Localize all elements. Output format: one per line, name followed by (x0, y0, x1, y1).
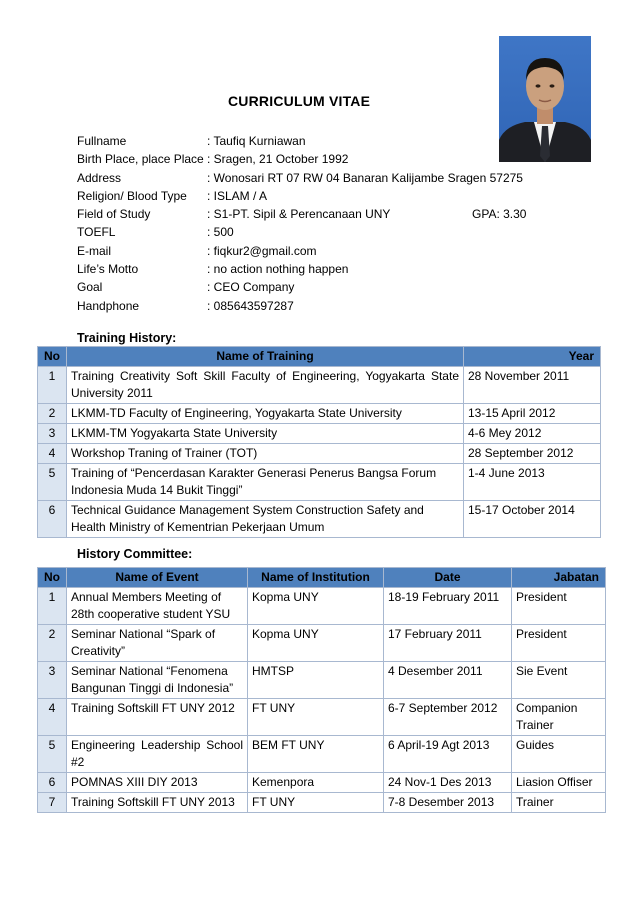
table-header-row (38, 568, 606, 588)
col-header-training: Name of Training (67, 347, 464, 367)
row-number: 1 (38, 367, 67, 404)
institution-name: FT UNY (248, 793, 384, 813)
info-label: Birth Place, place Place (77, 152, 204, 167)
institution-name: HMTSP (248, 662, 384, 699)
event-date: 7-8 Desember 2013 (384, 793, 512, 813)
table-row (38, 662, 606, 699)
col-header-year: Year (464, 347, 601, 367)
training-heading: Training History: (77, 331, 177, 345)
event-date: 6-7 September 2012 (384, 699, 512, 736)
row-number: 2 (38, 625, 67, 662)
event-name: Seminar National “Fenomena Bangunan Tinggi di Indonesia” (67, 662, 248, 699)
training-name: Workshop Traning of Trainer (TOT) (67, 444, 464, 464)
jabatan: Trainer (512, 793, 606, 813)
event-name: Annual Members Meeting of 28th cooperative student YSU (67, 588, 248, 625)
row-number: 5 (38, 736, 67, 773)
committee-table (37, 567, 606, 813)
table-row (38, 404, 601, 424)
table-row (38, 736, 606, 773)
event-name: Seminar National “Spark of Creativity” (67, 625, 248, 662)
info-label: Handphone (77, 298, 140, 313)
row-number: 4 (38, 444, 67, 464)
col-header-no: No (38, 347, 67, 367)
jabatan: President (512, 625, 606, 662)
jabatan: Guides (512, 736, 606, 773)
info-value: : 500 (207, 225, 234, 240)
training-table (37, 346, 601, 538)
event-date: 4 Desember 2011 (384, 662, 512, 699)
table-row (38, 501, 601, 538)
row-number: 3 (38, 662, 67, 699)
table-row (38, 625, 606, 662)
info-label: Goal (77, 280, 103, 295)
training-name: LKMM-TD Faculty of Engineering, Yogyakarta State University (67, 404, 464, 424)
info-value: : ISLAM / A (207, 188, 268, 203)
jabatan: President (512, 588, 606, 625)
event-date: 17 February 2011 (384, 625, 512, 662)
row-number: 7 (38, 793, 67, 813)
jabatan: Liasion Offiser (512, 773, 606, 793)
info-label: Fullname (77, 134, 127, 148)
row-number: 4 (38, 699, 67, 736)
training-year: 28 September 2012 (464, 444, 601, 464)
event-date: 18-19 February 2011 (384, 588, 512, 625)
training-name: Training of “Pencerdasan Karakter Generasi Penerus Bangsa Forum Indonesia Muda 14 Bukit Tinggi” (67, 464, 464, 501)
profile-photo (499, 36, 591, 162)
info-label: Life’s Motto (77, 262, 139, 277)
info-value: : fiqkur2@gmail.com (207, 243, 317, 258)
row-number: 6 (38, 501, 67, 538)
committee-heading: History Committee: (77, 547, 193, 561)
event-name: Training Softskill FT UNY 2013 (67, 793, 248, 813)
training-year: 4-6 Mey 2012 (464, 424, 601, 444)
row-number: 6 (38, 773, 67, 793)
row-number: 5 (38, 464, 67, 501)
row-number: 2 (38, 404, 67, 424)
table-row (38, 588, 606, 625)
row-number: 3 (38, 424, 67, 444)
table-row (38, 424, 601, 444)
col-header-jabatan: Jabatan (512, 568, 606, 588)
event-date: 6 April-19 Agt 2013 (384, 736, 512, 773)
event-name: Training Softskill FT UNY 2012 (67, 699, 248, 736)
institution-name: Kopma UNY (248, 625, 384, 662)
table-row (38, 464, 601, 501)
institution-name: FT UNY (248, 699, 384, 736)
table-row (38, 367, 601, 404)
training-year: 28 November 2011 (464, 367, 601, 404)
jabatan: Companion Trainer (512, 699, 606, 736)
event-name: POMNAS XIII DIY 2013 (67, 773, 248, 793)
info-value: : Sragen, 21 October 1992 (207, 152, 349, 167)
training-year: 1-4 June 2013 (464, 464, 601, 501)
page-title: CURRICULUM VITAE (228, 93, 371, 109)
table-row (38, 699, 606, 736)
info-value: : Taufiq Kurniawan (207, 134, 306, 148)
profile-photo-illustration (499, 36, 591, 162)
info-value: : S1-PT. Sipil & Perencanaan UNY (207, 207, 391, 222)
training-name: Training Creativity Soft Skill Faculty of Engineering, Yogyakarta State University 2011 (67, 367, 464, 404)
info-value: : 085643597287 (207, 298, 294, 313)
institution-name: BEM FT UNY (248, 736, 384, 773)
info-value: : CEO Company (207, 280, 295, 295)
table-row (38, 773, 606, 793)
institution-name: Kopma UNY (248, 588, 384, 625)
col-header-institution: Name of Institution (248, 568, 384, 588)
info-label: E-mail (77, 243, 112, 258)
col-header-no: No (38, 568, 67, 588)
info-label: Field of Study (77, 207, 151, 222)
training-name: Technical Guidance Management System Construction Safety and Health Ministry of Kementrian Pekerjaan Umum (67, 501, 464, 538)
row-number: 1 (38, 588, 67, 625)
institution-name: Kemenpora (248, 773, 384, 793)
gpa-value: GPA: 3.30 (472, 207, 527, 222)
event-date: 24 Nov-1 Des 2013 (384, 773, 512, 793)
info-label: TOEFL (77, 225, 116, 240)
event-name: Engineering Leadership School #2 (67, 736, 248, 773)
table-header-row (38, 347, 601, 367)
training-name: LKMM-TM Yogyakarta State University (67, 424, 464, 444)
table-row (38, 793, 606, 813)
col-header-event: Name of Event (67, 568, 248, 588)
table-row (38, 444, 601, 464)
training-year: 13-15 April 2012 (464, 404, 601, 424)
info-label: Address (77, 170, 122, 185)
info-value: : Wonosari RT 07 RW 04 Banaran Kalijambe Sragen 57275 (207, 170, 523, 185)
info-label: Religion/ Blood Type (77, 188, 187, 203)
col-header-date: Date (384, 568, 512, 588)
training-year: 15-17 October 2014 (464, 501, 601, 538)
info-value: : no action nothing happen (207, 262, 349, 277)
jabatan: Sie Event (512, 662, 606, 699)
